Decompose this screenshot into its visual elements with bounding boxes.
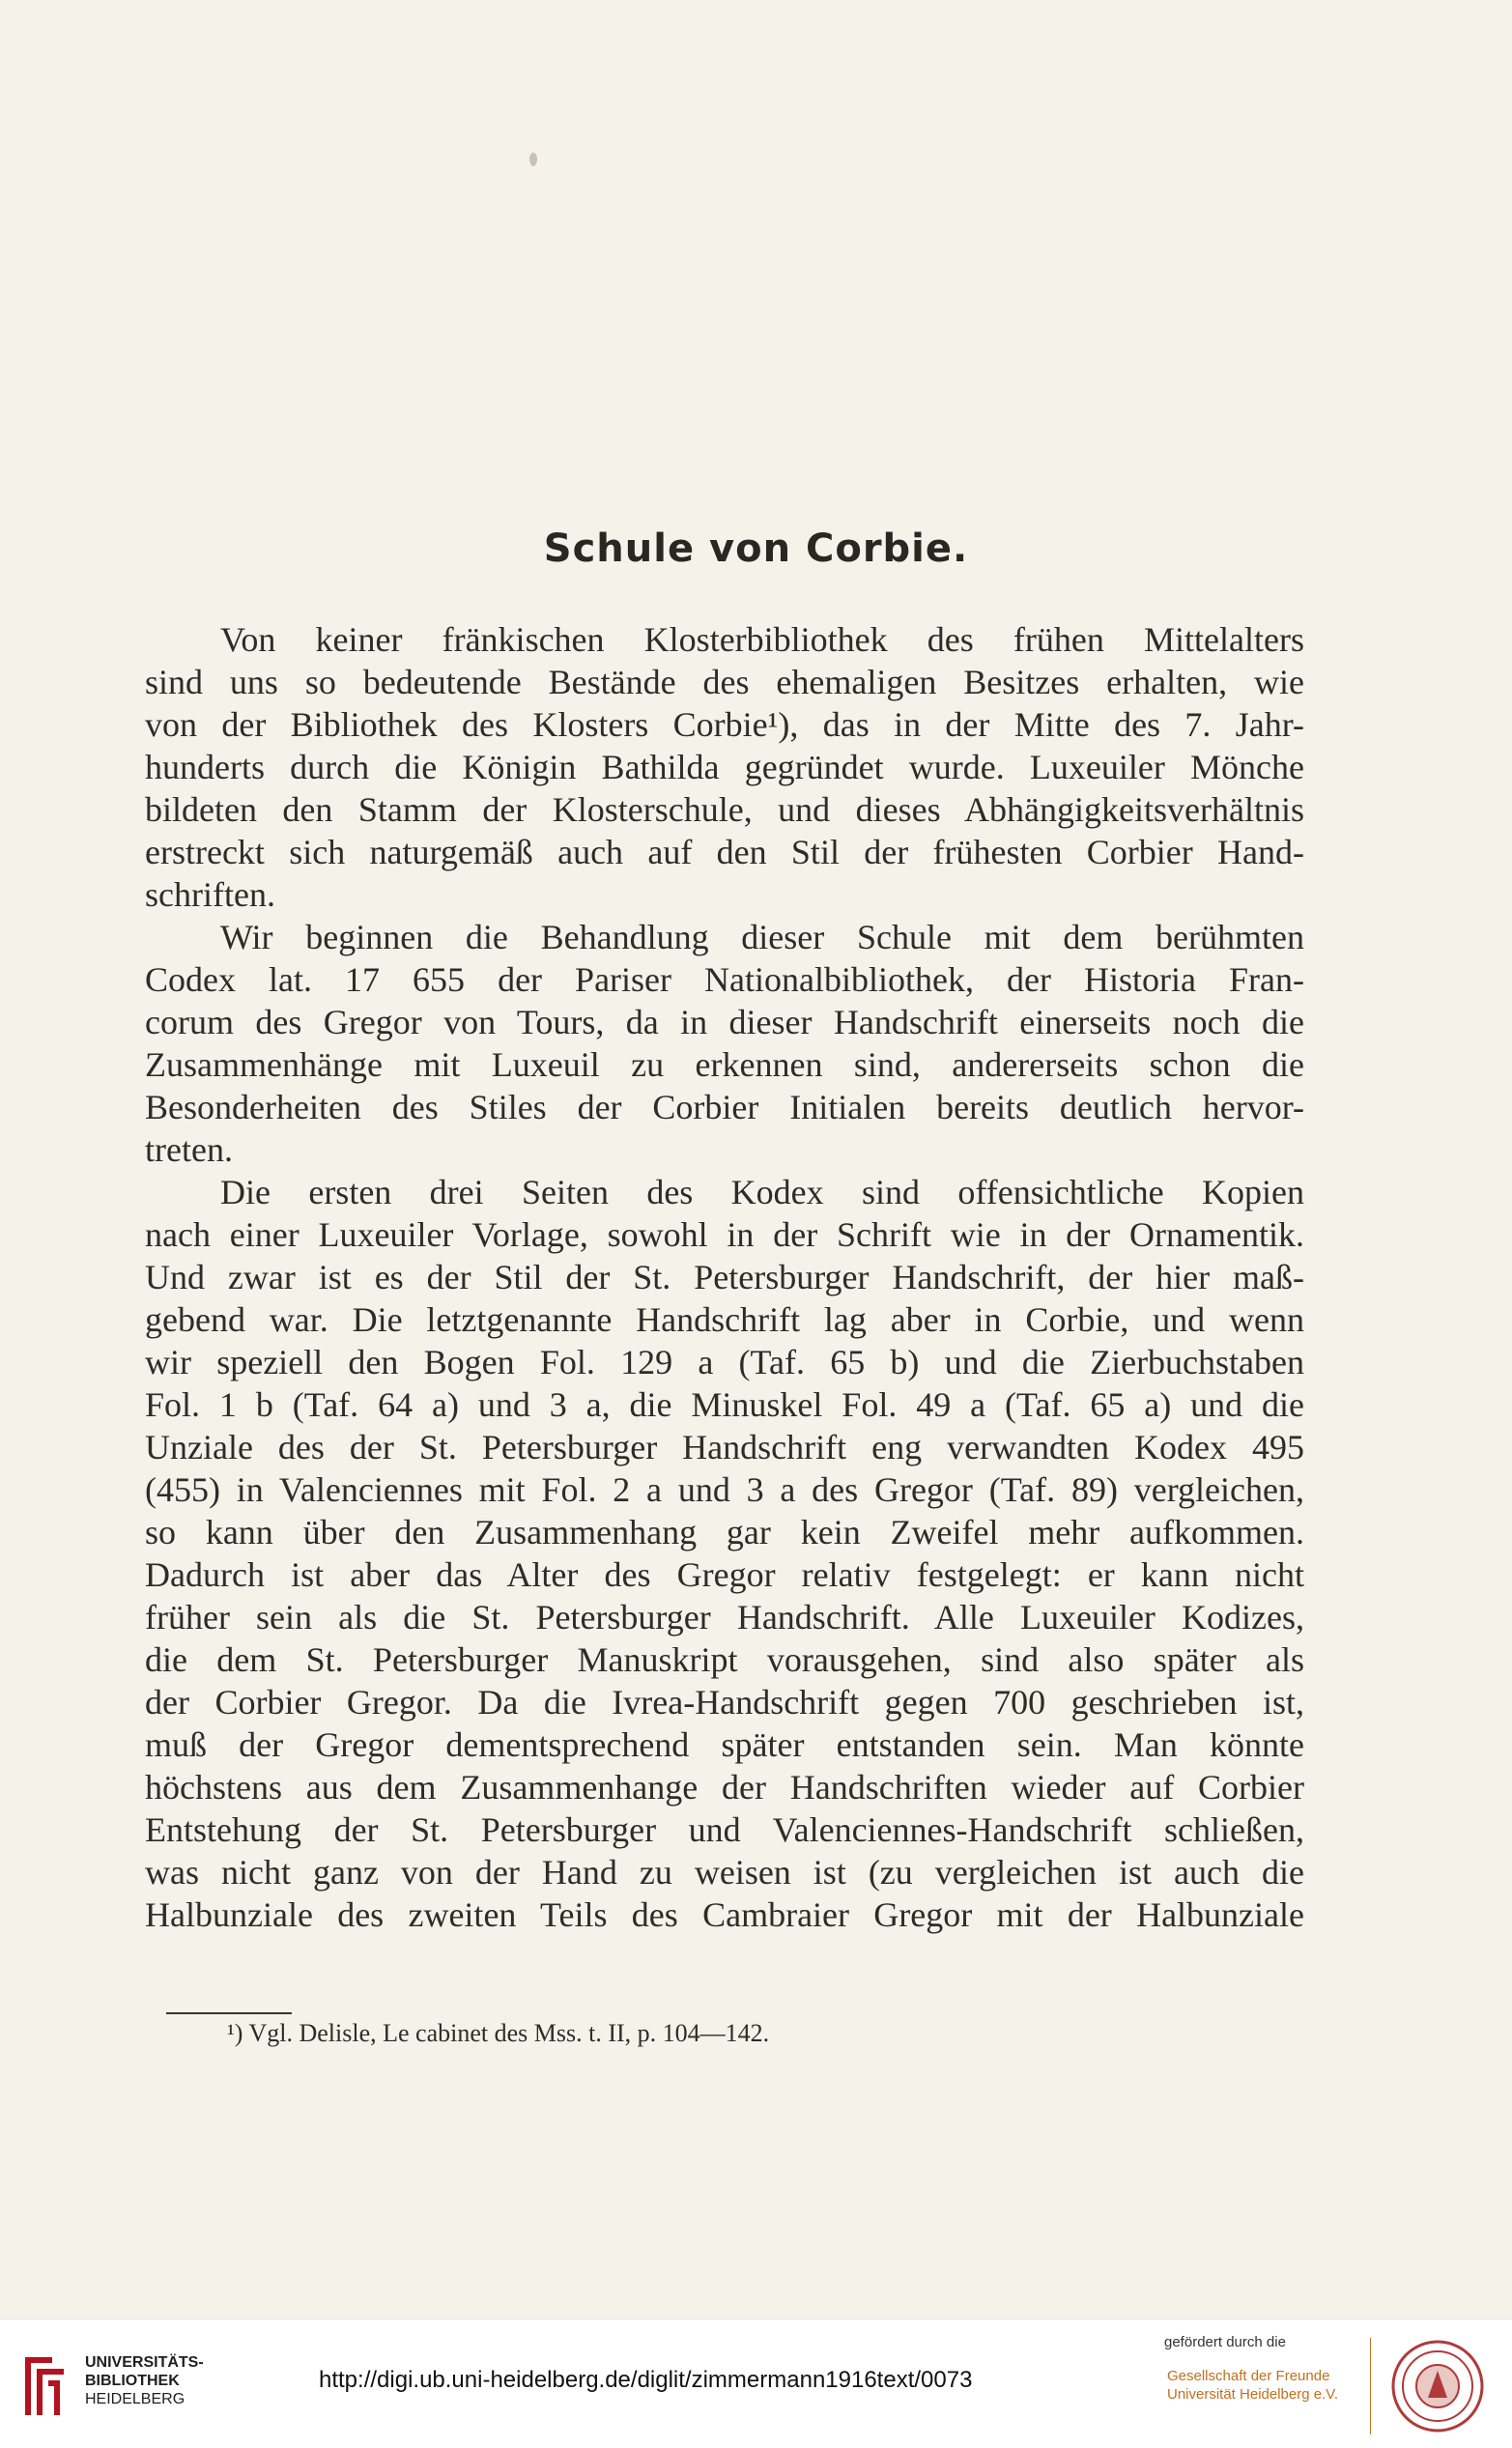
text-line: von der Bibliothek des Klosters Corbie¹), das in der Mitte des 7. Jahr- bbox=[145, 705, 1304, 744]
footnote: ¹) Vgl. Delisle, Le cabinet des Mss. t. II, p. 104—142. bbox=[227, 2019, 770, 2047]
page-title: Schule von Corbie. bbox=[543, 527, 969, 571]
text-line: gebend war. Die letztgenannte Handschrift lag aber in Corbie, und wenn bbox=[145, 1300, 1304, 1339]
text-line: Codex lat. 17 655 der Pariser Nationalbibliothek, der Historia Fran- bbox=[145, 960, 1304, 999]
text-line: wir speziell den Bogen Fol. 129 a (Taf. 65 b) und die Zierbuchstaben bbox=[145, 1343, 1304, 1381]
library-name-line3: HEIDELBERG bbox=[85, 2391, 185, 2407]
text-line: Halbunziale des zweiten Teils des Cambraier Gregor mit der Halbunziale bbox=[145, 1895, 1304, 1934]
text-line: höchstens aus dem Zusammenhange der Handschriften wieder auf Corbier bbox=[145, 1768, 1304, 1807]
permalink-url[interactable]: http://digi.ub.uni-heidelberg.de/diglit/zimmermann1916text/0073 bbox=[319, 2367, 973, 2393]
body-text bbox=[145, 618, 1304, 1936]
text-line: Entstehung der St. Petersburger und Valenciennes-Handschrift schließen, bbox=[145, 1810, 1304, 1849]
text-line: erstreckt sich naturgemäß auch auf den Stil der frühesten Corbier Hand- bbox=[145, 833, 1304, 871]
text-line: Und zwar ist es der Stil der St. Petersburger Handschrift, der hier maß- bbox=[145, 1258, 1304, 1296]
text-line: die dem St. Petersburger Manuskript vorausgehen, sind also später als bbox=[145, 1640, 1304, 1679]
text-line: Zusammenhänge mit Luxeuil zu erkennen sind, andererseits schon die bbox=[145, 1045, 1304, 1084]
text-line: nach einer Luxeuiler Vorlage, sowohl in der Schrift wie in der Ornamentik. bbox=[145, 1215, 1304, 1254]
ink-smudge bbox=[529, 153, 537, 166]
library-name[interactable] bbox=[85, 2353, 204, 2408]
text-line: Wir beginnen die Behandlung dieser Schule mit dem berühmten bbox=[220, 918, 1304, 956]
text-line: bildeten den Stamm der Klosterschule, und dieses Abhängigkeitsverhältnis bbox=[145, 790, 1304, 829]
text-line: Besonderheiten des Stiles der Corbier Initialen bereits deutlich hervor- bbox=[145, 1088, 1304, 1126]
text-line: treten. bbox=[145, 1130, 233, 1169]
library-name-line2: BIBLIOTHEK bbox=[85, 2373, 180, 2389]
text-line: sind uns so bedeutende Bestände des ehemaligen Besitzes erhalten, wie bbox=[145, 663, 1304, 701]
sponsor-name-line2: Universität Heidelberg e.V. bbox=[1167, 2386, 1339, 2403]
footer-divider bbox=[1370, 2338, 1371, 2434]
text-line: früher sein als die St. Petersburger Handschrift. Alle Luxeuiler Kodizes, bbox=[145, 1598, 1304, 1637]
text-line: Dadurch ist aber das Alter des Gregor relativ festgelegt: er kann nicht bbox=[145, 1555, 1304, 1594]
sponsor-label: gefördert durch die bbox=[1164, 2334, 1286, 2350]
text-line: corum des Gregor von Tours, da in dieser Handschrift einerseits noch die bbox=[145, 1003, 1304, 1041]
text-line: Von keiner fränkischen Klosterbibliothek des frühen Mittelalters bbox=[220, 620, 1304, 659]
text-line: Unziale des der St. Petersburger Handschrift eng verwandten Kodex 495 bbox=[145, 1428, 1304, 1466]
library-name-line1: UNIVERSITÄTS- bbox=[85, 2354, 204, 2371]
text-line: hunderts durch die Königin Bathilda gegründet wurde. Luxeuiler Mönche bbox=[145, 748, 1304, 786]
footnote-rule bbox=[166, 2012, 292, 2014]
sponsor-name-line1: Gesellschaft der Freunde bbox=[1167, 2368, 1330, 2384]
text-line: muß der Gregor dementsprechend später entstanden sein. Man könnte bbox=[145, 1725, 1304, 1764]
text-line: (455) in Valenciennes mit Fol. 2 a und 3 a des Gregor (Taf. 89) vergleichen, bbox=[145, 1470, 1304, 1509]
university-library-logo-icon[interactable] bbox=[14, 2348, 71, 2421]
text-line: so kann über den Zusammenhang gar kein Zweifel mehr aufkommen. bbox=[145, 1513, 1304, 1551]
sponsor-name[interactable] bbox=[1167, 2367, 1338, 2404]
text-line: Fol. 1 b (Taf. 64 a) und 3 a, die Minuskel Fol. 49 a (Taf. 65 a) und die bbox=[145, 1385, 1304, 1424]
text-line: schriften. bbox=[145, 875, 275, 914]
text-line: was nicht ganz von der Hand zu weisen ist (zu vergleichen ist auch die bbox=[145, 1853, 1304, 1892]
text-line: Die ersten drei Seiten des Kodex sind offensichtliche Kopien bbox=[220, 1173, 1304, 1211]
university-seal-icon bbox=[1389, 2338, 1486, 2434]
text-line: der Corbier Gregor. Da die Ivrea-Handschrift gegen 700 geschrieben ist, bbox=[145, 1683, 1304, 1722]
